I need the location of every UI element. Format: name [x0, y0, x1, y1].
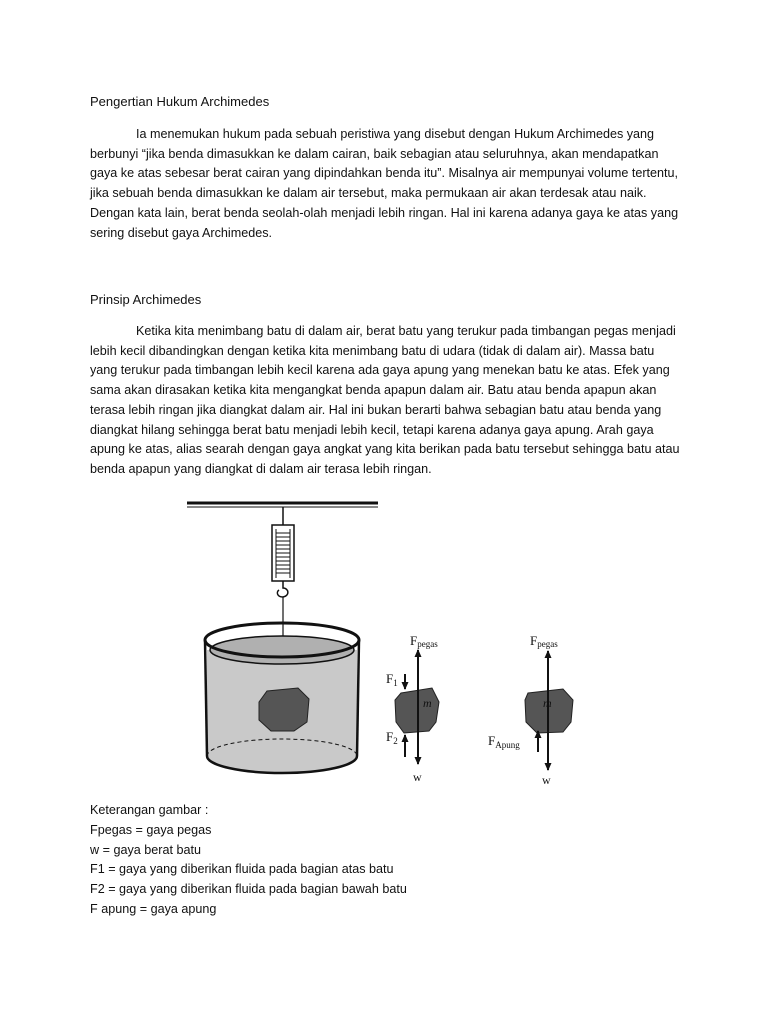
legend-item: w = gaya berat batu	[90, 842, 201, 857]
label-w-1: w	[413, 770, 422, 784]
label-fpegas-2: Fpegas	[530, 633, 558, 649]
section2-paragraph: Ketika kita menimbang batu di dalam air, berat batu yang terukur pada timbangan pegas menjadi lebih kecil dibandingkan dengan ketika kita menimbang batu di udara (tidak di dalam air). Massa batu yang terukur pada timbangan lebih kecil karena ada gaya apung yang menekan batu ke atas. Efek yang sama akan dirasakan ketika kita mengangkat benda apapun dalam air. Batu atau benda apapun akan terasa lebih ringan jika diangkat dalam air. Hal ini bukan berarti bahwa sebagian batu atau benda yang diangkat hilang sehingga berat batu menjadi lebih kecil, tetapi karena adanya gaya apung. Arah gaya apung ke atas, alias searah dengan gaya angkat yang kita berikan pada batu tersebut sehingga batu atau benda apapun yang diangkat di dalam air terasa lebih ringan.	[90, 324, 680, 476]
spring-scale	[272, 507, 294, 597]
section1-heading: Pengertian Hukum Archimedes	[90, 94, 270, 109]
force-diagram-1	[386, 633, 439, 784]
section2-heading: Prinsip Archimedes	[90, 292, 202, 307]
submerged-stone	[259, 688, 309, 731]
force-diagram-2	[488, 633, 573, 787]
label-fpegas-1: Fpegas	[410, 633, 438, 649]
archimedes-figure	[0, 490, 768, 795]
label-w-2: w	[542, 773, 551, 787]
label-f2: $F_2$	[386, 729, 398, 746]
section1-paragraph: Ia menemukan hukum pada sebuah peristiwa yang disebut dengan Hukum Archimedes yang berbunyi “jika benda dimasukkan ke dalam cairan, baik sebagian atau seluruhnya, akan mendapatkan gaya ke atas sebesar berat cairan yang dipindahkan benda itu”. Misalnya air mempunyai volume tertentu, jika sebuah benda dimasukkan ke dalam air tersebut, maka permukaan air akan terdesak atau naik. Dengan kata lain, berat benda seolah-olah menjadi lebih ringan. Hal ini karena adanya gaya ke atas yang sering disebut gaya Archimedes.	[90, 127, 679, 240]
legend-item: F2 = gaya yang diberikan fluida pada bagian bawah batu	[90, 882, 407, 897]
legend-item: F1 = gaya yang diberikan fluida pada bagian atas batu	[90, 862, 394, 877]
label-m-2: m	[543, 696, 552, 710]
label-f1: $F_1$	[386, 671, 398, 688]
ceiling-bar	[187, 503, 378, 507]
label-m-1: m	[423, 696, 432, 710]
label-fapung: $F_{Apung}$	[488, 733, 520, 750]
legend-title: Keterangan gambar :	[90, 803, 209, 817]
legend-item: F apung = gaya apung	[90, 901, 217, 916]
figure-legend	[90, 801, 407, 920]
legend-item: Fpegas = gaya pegas	[90, 822, 212, 837]
